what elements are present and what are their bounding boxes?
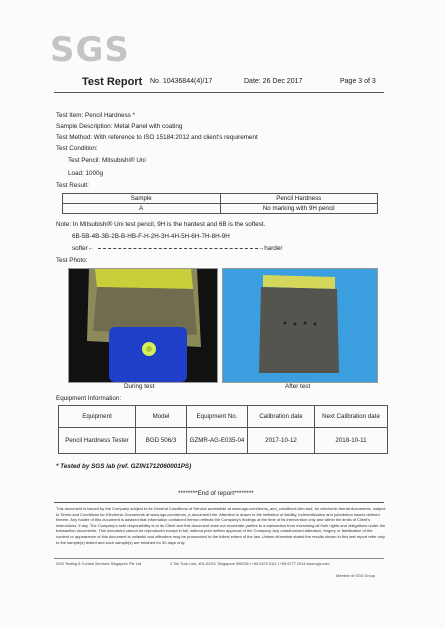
equipment-cell: 2018-10-11 [315,428,388,454]
end-of-report: ********End of report******** [178,490,254,497]
footer-member: Member of SGS Group [336,574,375,578]
test-photo-label: Test Photo: [56,257,88,264]
after-test-photo [222,268,378,383]
result-header-sample: Sample [63,194,221,204]
equipment-header: Equipment [59,406,136,428]
test-condition-label: Test Condition: [56,145,98,152]
equipment-header: Calibration date [248,406,315,428]
tested-by: * Tested by SGS lab (ref. GZIN1712060001PS) [56,463,192,470]
result-table [62,193,378,214]
scale-arrow-line [98,248,258,249]
hardness-scale: 6B-5B-4B-3B-2B-B-HB-F-H-2H-3H-4H-5H-6H-7H-8H-9H [72,233,230,240]
equipment-label: Equipment Information: [56,395,122,402]
equipment-header: Model [136,406,187,428]
test-result-label: Test Result: [56,182,89,189]
during-test-caption: During test [124,383,155,390]
equipment-cell: BGD 506/3 [136,428,187,454]
sgs-logo: SGS [50,30,130,70]
equipment-cell: 2017-10-12 [248,428,315,454]
result-cell: A [63,204,221,214]
legal-disclaimer: This document is issued by the Company subject to its General Conditions of Service accessible at www.sgs.com/terms_and_conditions.htm and, for electronic format documents, subject to Terms and Conditions for Electronic Documents at www.sgs.com/terms_e-document.htm. Attention is drawn to the limitation of liability, indemnification and jurisdiction issues defined therein. Any holder of this document is advised that information contained hereon reflects the Company's findings at the time of its intervention only and within the limits of Client's instructions, if any. The Company's sole responsibility is to its Client and this document does not exonerate parties to a transaction from exercising all their rights and obligations under the transaction documents. This document cannot be reproduced except in full, without prior written approval of the Company. Any unauthorized alteration, forgery or falsification of the content or appearance of this document is unlawful and offenders may be prosecuted to the fullest extent of the law. Unless otherwise stated the results shown in this test report refer only to the sample(s) tested and such sample(s) are retained for 30 days only. [56,506,386,545]
softer-label: softer← [72,245,95,252]
report-number: No. 10436844(4)/17 [150,78,213,85]
after-test-caption: After test [285,383,311,390]
test-item: Test Item: Pencil Hardness * [56,112,136,119]
during-test-photo [68,268,218,383]
page-number: Page 3 of 3 [340,78,376,85]
table-row [63,204,378,214]
report-title: Test Report [82,76,143,88]
result-header-hardness: Pencil Hardness [220,194,378,204]
during-test-image [69,269,217,382]
harder-label: →harder [258,245,283,252]
test-pencil: Test Pencil: Mitsubishi® Uni [68,157,146,164]
test-load: Load: 1000g [68,170,104,177]
equipment-cell: GZMR-AG-E035-04 [187,428,248,454]
footer-address: 3 Toh Tuck Link, #01-02/03, Singapore 596228 t +65 6379 0111 f +65 6777 2914 www.sgs.com [170,562,330,566]
address-divider [54,558,384,559]
footer-company: SGS Testing & Control Services Singapore Pte Ltd [56,562,141,566]
note-line-1: Note: In Mitsubishi® Uni test pencil, 9H is the hardest and 6B is the softest. [56,221,266,228]
equipment-header: Next Calibration date [315,406,388,428]
test-method: Test Method: With reference to ISO 15184:2012 and client's requirement [56,134,258,141]
result-cell: No marking with 9H pencil [220,204,378,214]
report-date: Date: 26 Dec 2017 [244,78,303,85]
after-test-image [223,269,377,382]
table-row [59,428,388,454]
equipment-cell: Pencil Hardness Tester [59,428,136,454]
footer-divider [54,502,384,503]
equipment-table [58,405,388,454]
sample-description: Sample Description: Metal Panel with coating [56,123,183,130]
header-divider [54,92,384,93]
equipment-header: Equipment No. [187,406,248,428]
